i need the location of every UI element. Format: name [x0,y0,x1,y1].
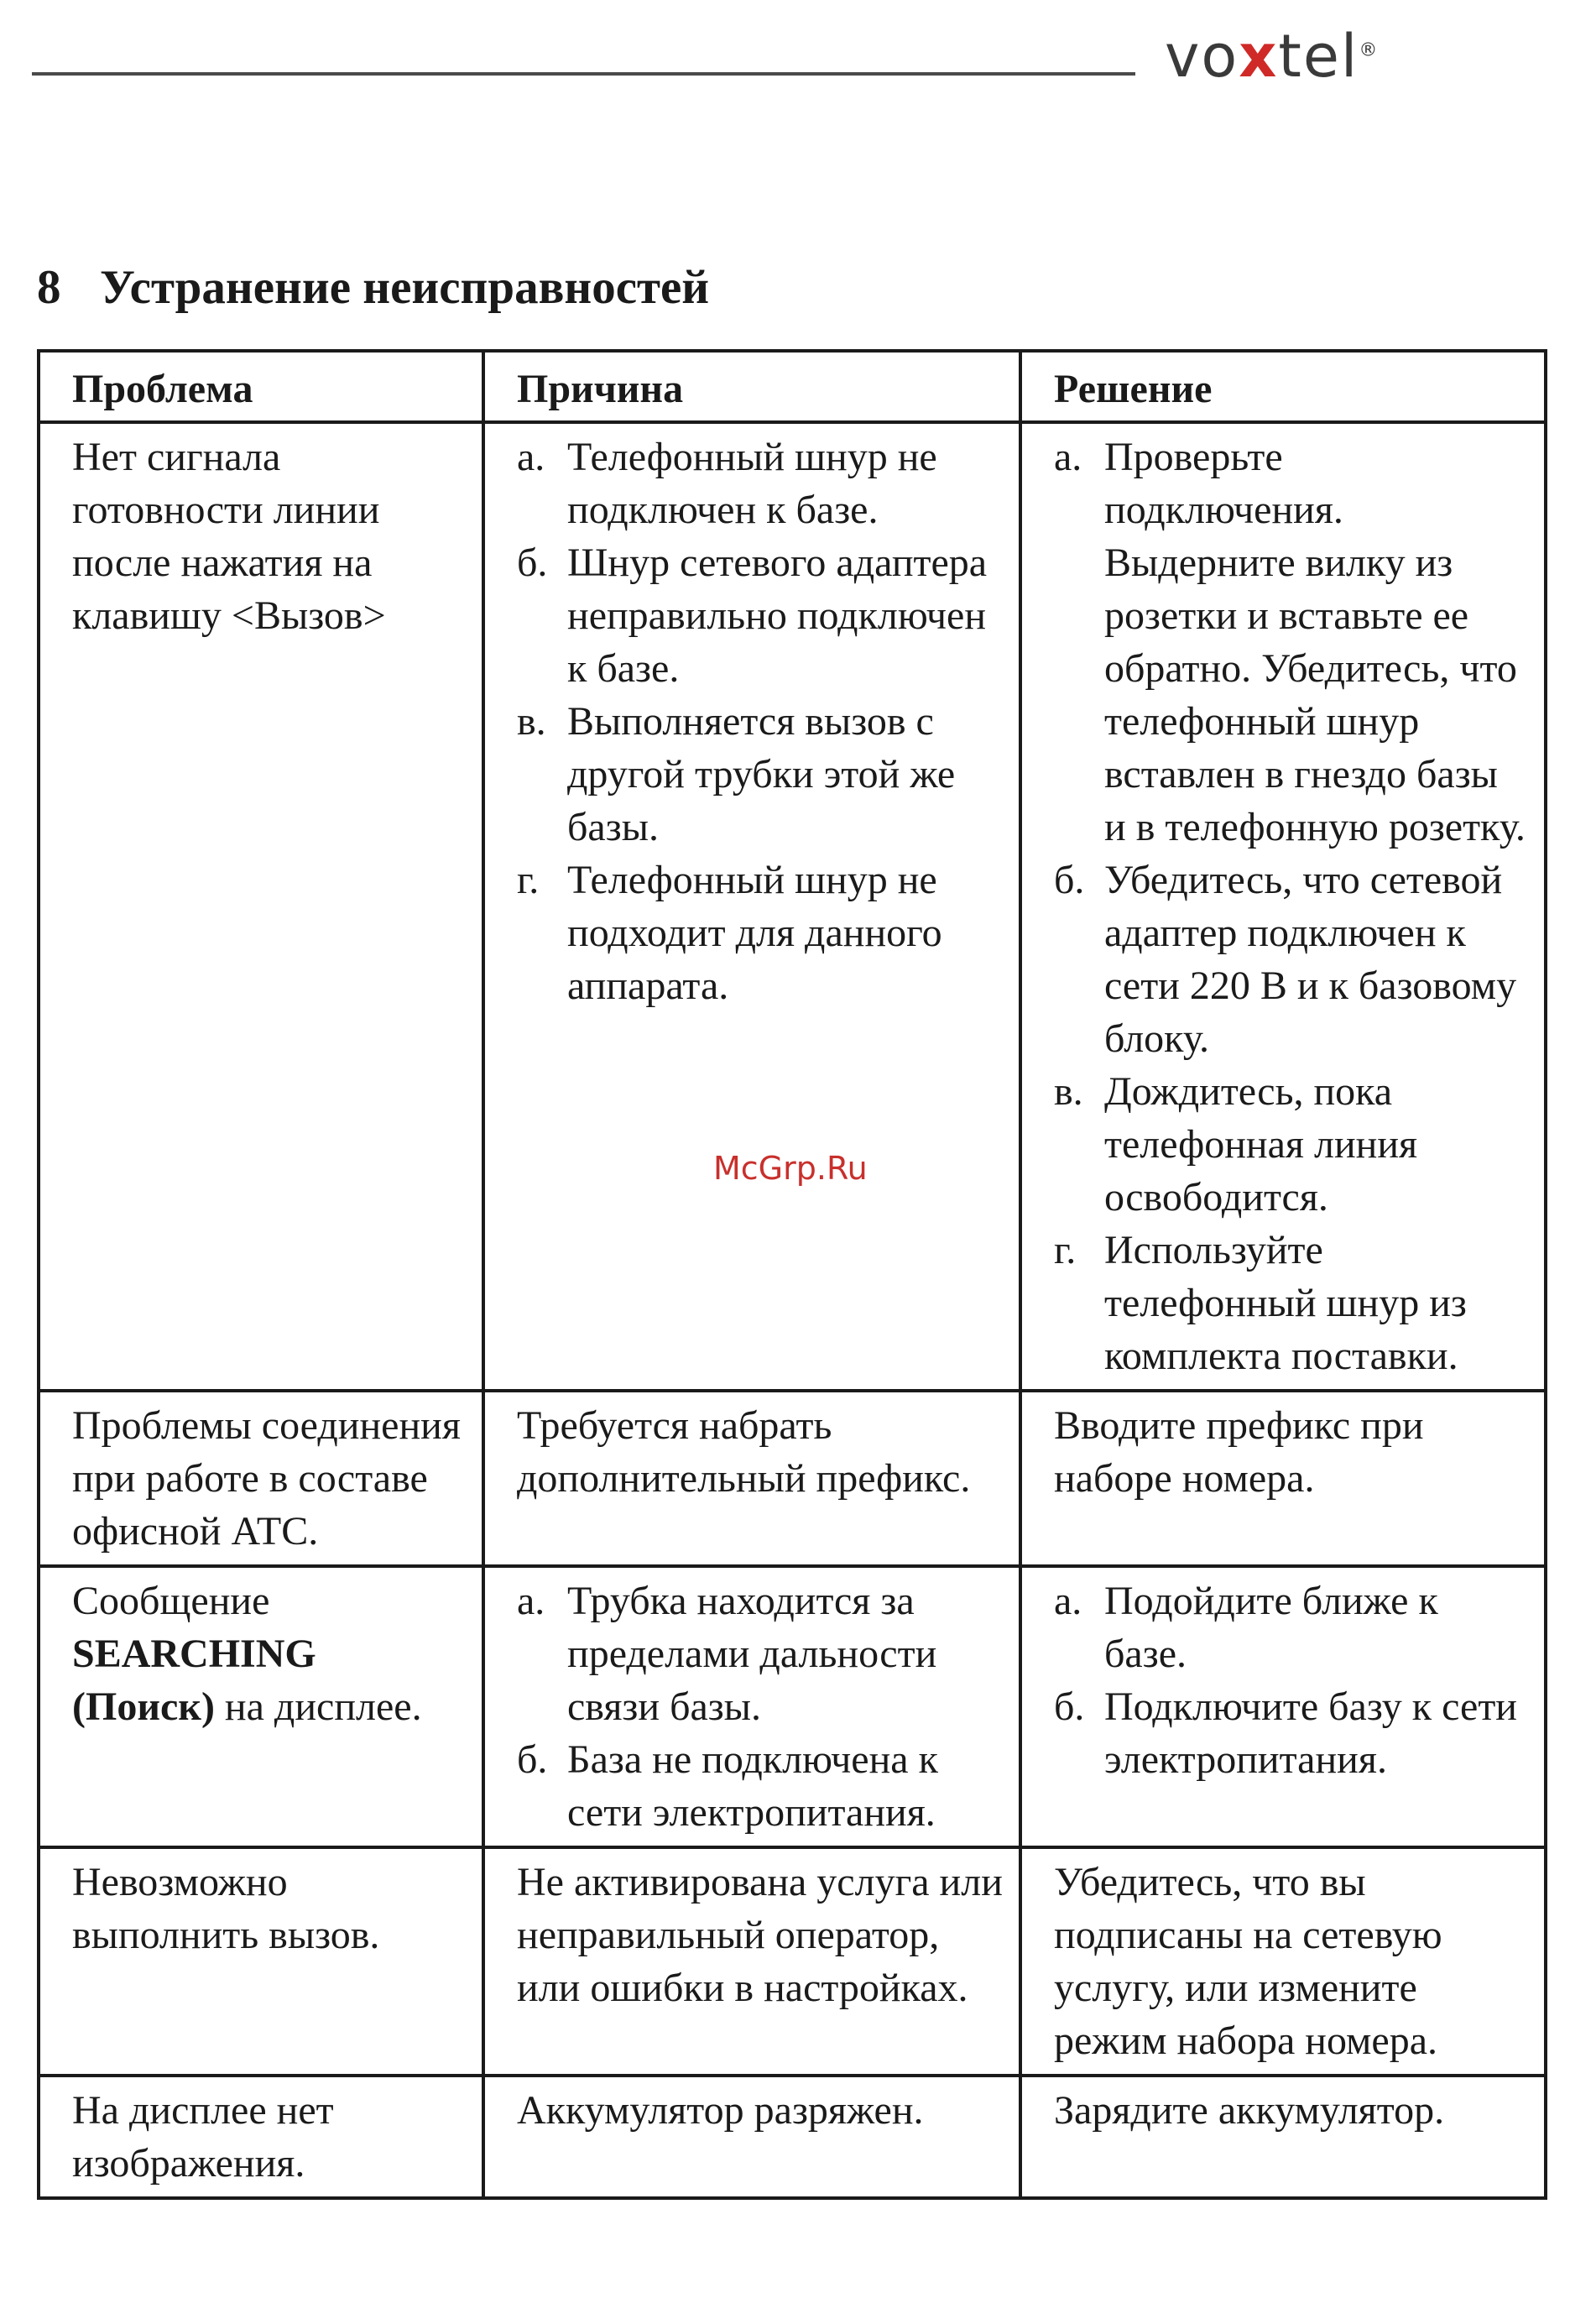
list-item: б. Шнур сетевого адаптера неправильно подключен к базе. [517,541,988,691]
section-title [37,260,709,315]
problem-cell: Проблемы соединения при работе в составе офисной АТС. [39,1391,483,1566]
cause-cell: Требуется набрать дополнительный префикс. [483,1391,1020,1566]
solution-cell: Вводите префикс при наборе номера. [1020,1391,1546,1566]
list-item: а. Подойдите ближе к базе. [1054,1579,1438,1676]
solution-cell: Убедитесь, что вы подписаны на сетевую услугу, или измените режим набора номера. [1020,1847,1546,2076]
troubleshooting-table [37,349,1547,2200]
table-row [39,1847,1546,2076]
watermark: McGrp.Ru [713,1150,868,1187]
section-number: 8 [37,261,61,314]
list-item: г. Используйте телефонный шнур из комплекта поставки. [1054,1228,1467,1378]
list-item: а. Телефонный шнур не подключен к базе. [517,435,937,532]
table-header-row [39,351,1546,422]
list-item: г. Телефонный шнур не подходит для данного аппарата. [517,858,942,1008]
problem-cell: Сообщение SEARCHING (Поиск) на дисплее. [39,1566,483,1847]
table-row [39,1566,1546,1847]
brand-logo: voxtel® [1165,22,1380,91]
table-row [39,1391,1546,1566]
column-header-problem: Проблема [39,351,483,422]
list-item: в. Дождитесь, пока телефонная линия освободится. [1054,1069,1418,1219]
table-row [39,422,1546,1391]
column-header-solution: Решение [1020,351,1546,422]
solution-cell [1020,1566,1546,1847]
table-row [39,2076,1546,2198]
column-header-cause: Причина [483,351,1020,422]
solution-cell: Зарядите аккумулятор. [1020,2076,1546,2198]
header-rule [32,72,1135,76]
cause-cell [483,1566,1020,1847]
problem-cell: На дисплее нет изображения. [39,2076,483,2198]
list-item: б. Подключите базу к сети электропитания. [1054,1684,1517,1782]
problem-cell: Невозможно выполнить вызов. [39,1847,483,2076]
problem-cell: Нет сигнала готовности линии после нажатия на клавишу <Вызов> [39,422,483,1391]
list-item: в. Выполняется вызов с другой трубки этой же базы. [517,699,956,849]
cause-cell: Не активирована услуга или неправильный оператор, или ошибки в настройках. [483,1847,1020,2076]
cause-cell [483,422,1020,1391]
cause-cell: Аккумулятор разряжен. [483,2076,1020,2198]
list-item: а. Проверьте подключения. Выдерните вилку из розетки и вставьте ее обратно. Убедитесь, что телефонный шнур вставлен в гнездо базы и в телефонную розетку. [1054,435,1526,849]
list-item: б. База не подключена к сети электропитания. [517,1737,938,1835]
section-title-text: Устранение неисправностей [100,261,710,314]
solution-cell [1020,422,1546,1391]
list-item: б. Убедитесь, что сетевой адаптер подключен к сети 220 В и к базовому блоку. [1054,858,1517,1061]
list-item: а. Трубка находится за пределами дальности связи базы. [517,1579,937,1729]
